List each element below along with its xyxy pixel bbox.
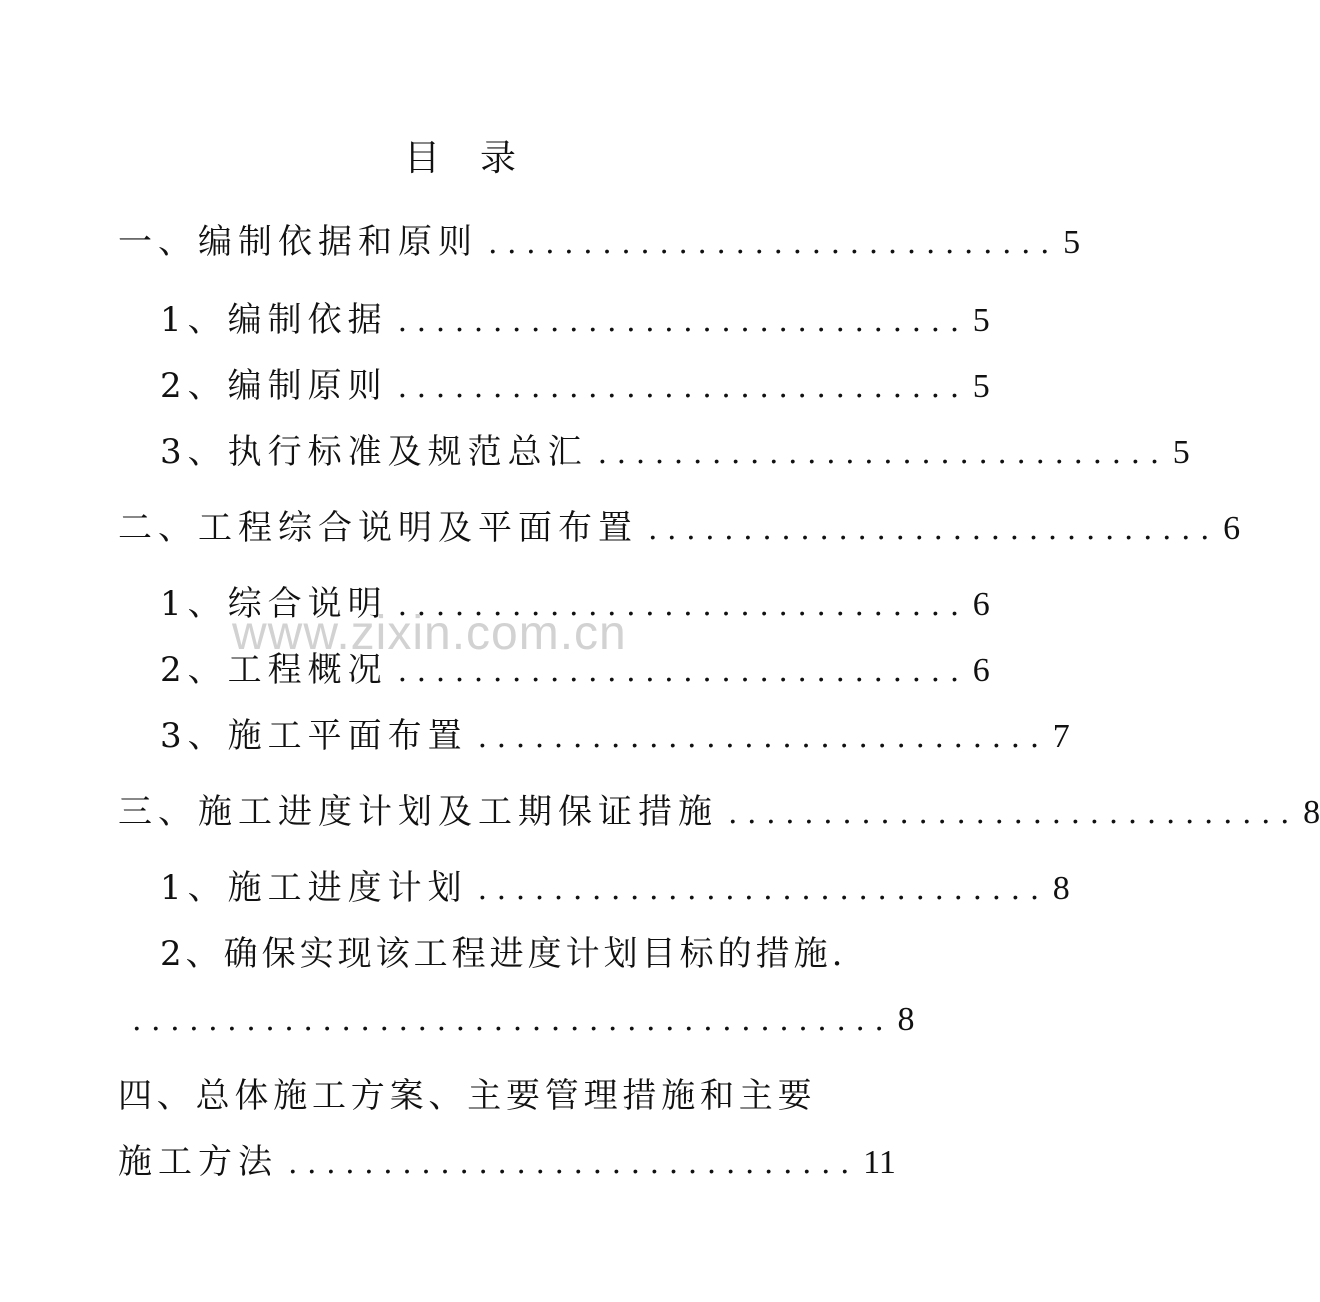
toc-page-number: 5	[1063, 224, 1081, 261]
dot-leader: ..............................	[397, 654, 969, 689]
toc-entry[interactable]	[160, 712, 1070, 762]
toc-entry[interactable]	[160, 864, 1070, 914]
toc-entry-label: 二、工程综合说明及平面布置	[118, 508, 638, 548]
toc-title-char-1: 目	[403, 138, 440, 179]
toc-page-number: 5	[972, 302, 990, 339]
dot-leader: ..............................	[397, 304, 969, 339]
toc-entry-continuation[interactable]	[118, 996, 915, 1045]
toc-entry-label-continuation: 施工方法	[118, 1142, 278, 1182]
toc-entry[interactable]	[160, 296, 990, 346]
toc-entry-label: 3、施工平面布置	[160, 716, 468, 756]
toc-page-number: 8	[1303, 794, 1320, 831]
toc-entry[interactable]	[160, 362, 990, 412]
dot-leader: ..............................	[397, 370, 969, 405]
toc-entry-label: 三、施工进度计划及工期保证措施	[118, 792, 718, 832]
toc-title-char-2: 录	[480, 138, 517, 179]
dot-leader: ..............................	[488, 226, 1060, 261]
toc-entry[interactable]	[160, 428, 1190, 478]
toc-page-number: 11	[863, 1144, 896, 1181]
dot-leader: ..............................	[397, 588, 969, 623]
dot-leader: ..............................	[597, 436, 1169, 471]
toc-entry[interactable]	[118, 218, 1081, 268]
toc-entry-label[interactable]: 2、确保实现该工程进度计划目标的措施.	[160, 934, 847, 974]
toc-entry-label: 2、编制原则	[160, 366, 388, 406]
toc-entry[interactable]	[118, 788, 1320, 838]
dot-leader: ..............................	[477, 720, 1049, 755]
toc-page-number: 8	[897, 1001, 915, 1038]
toc-entry-label: 2、工程概况	[160, 650, 388, 690]
toc-page-number: 7	[1052, 718, 1070, 755]
dot-leader: ..............................	[728, 796, 1300, 831]
toc-page-number: 6	[972, 652, 990, 689]
dot-leader: ..............................	[288, 1146, 860, 1181]
toc-title	[0, 130, 920, 181]
toc-entry-label[interactable]: 四、总体施工方案、主要管理措施和主要	[118, 1076, 817, 1116]
toc-page-number: 5	[972, 368, 990, 405]
toc-entry-label: 1、综合说明	[160, 584, 388, 624]
dot-leader: ..............................	[648, 512, 1220, 547]
toc-page-number: 6	[1223, 510, 1241, 547]
dot-leader: ..............................	[477, 872, 1049, 907]
toc-entry-continuation[interactable]	[118, 1138, 896, 1188]
toc-page-number: 6	[972, 586, 990, 623]
toc-entry-label: 1、编制依据	[160, 300, 388, 340]
toc-entry-label: 一、编制依据和原则	[118, 222, 478, 262]
toc-entry-label: 3、执行标准及规范总汇	[160, 432, 588, 472]
toc-page-number: 5	[1172, 434, 1190, 471]
toc-entry-label: 1、施工进度计划	[160, 868, 468, 908]
toc-entry[interactable]	[118, 504, 1241, 554]
dot-leader: ........................................	[132, 1003, 894, 1038]
watermark: www.zixin.com.cn	[232, 607, 627, 660]
toc-page-number: 8	[1052, 870, 1070, 907]
